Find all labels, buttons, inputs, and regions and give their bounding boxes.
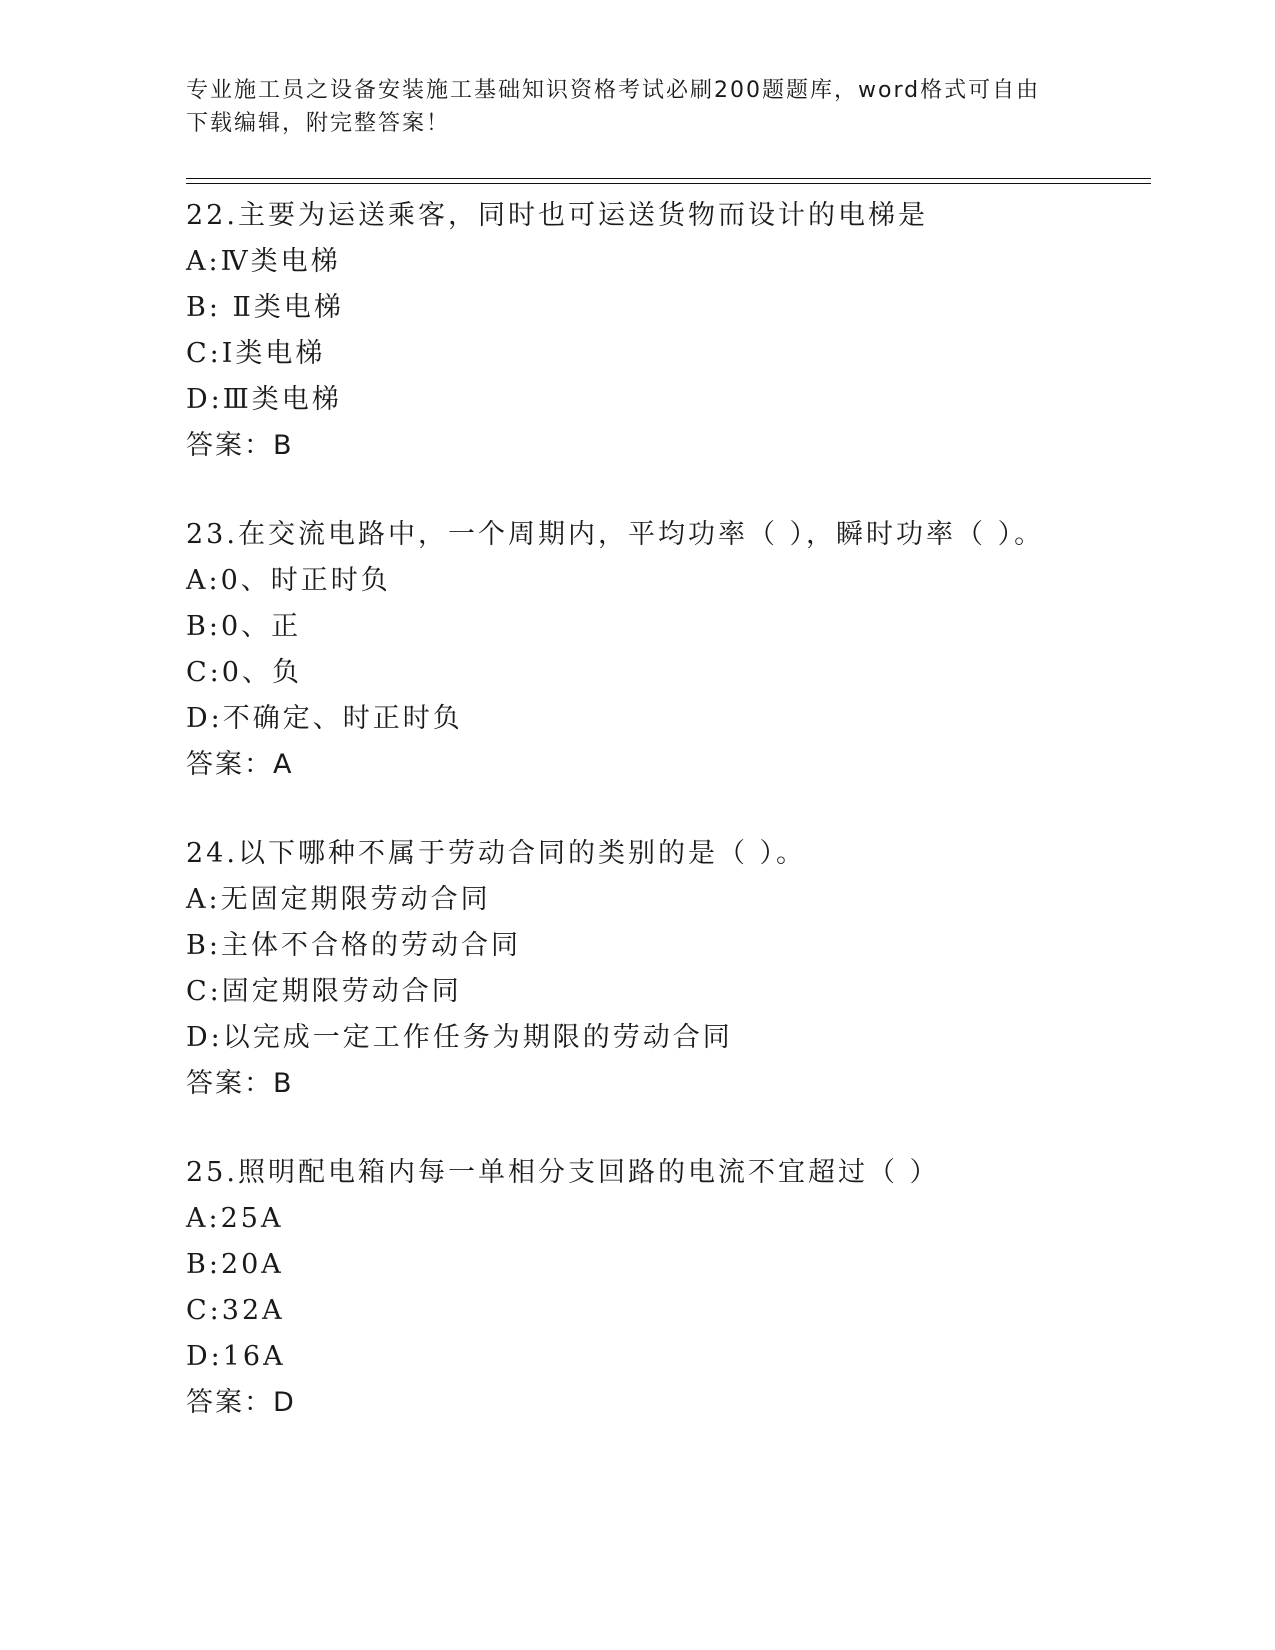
option-text: 25A xyxy=(220,1203,284,1234)
answer: 答案：B xyxy=(186,430,294,461)
option-key: A: xyxy=(186,1203,221,1234)
option-a xyxy=(186,239,1146,285)
answer: 答案：B xyxy=(186,1068,294,1099)
option-key: B: xyxy=(186,292,221,323)
option-key: A: xyxy=(186,884,221,915)
option-text: Ⅲ类电梯 xyxy=(222,384,342,415)
question-23 xyxy=(186,512,1146,788)
option-key: A: xyxy=(186,565,221,596)
option-key: B: xyxy=(186,611,221,642)
option-text: 20A xyxy=(220,1249,284,1280)
option-key: D: xyxy=(186,384,223,415)
option-text: 不确定、时正时负 xyxy=(222,703,463,734)
option-text: 主体不合格的劳动合同 xyxy=(220,930,521,961)
option-d xyxy=(186,1015,1146,1061)
option-c xyxy=(186,1288,1146,1334)
option-d xyxy=(186,696,1146,742)
option-key: C: xyxy=(186,976,222,1007)
option-text: 32A xyxy=(221,1295,285,1326)
option-c xyxy=(186,650,1146,696)
option-b xyxy=(186,1242,1146,1288)
question-stem: 25.照明配电箱内每一单相分支回路的电流不宜超过（ ） xyxy=(186,1157,940,1188)
option-text: 16A xyxy=(222,1341,286,1372)
header-divider-top xyxy=(186,178,1151,179)
option-a xyxy=(186,558,1146,604)
option-key: C: xyxy=(186,338,222,369)
option-a xyxy=(186,877,1146,923)
option-key: B: xyxy=(186,930,221,961)
answer: 答案：D xyxy=(186,1387,296,1418)
option-text: 0、时正时负 xyxy=(220,565,391,596)
option-d xyxy=(186,1334,1146,1380)
option-key: D: xyxy=(186,1341,223,1372)
answer: 答案：A xyxy=(186,749,294,780)
option-b xyxy=(186,923,1146,969)
header-divider-bottom xyxy=(186,183,1151,184)
option-text: Ⅰ类电梯 xyxy=(221,338,326,369)
header-title-line-2: 下载编辑，附完整答案！ xyxy=(186,111,451,136)
document-header xyxy=(186,74,1066,140)
option-key: C: xyxy=(186,657,222,688)
option-text: 固定期限劳动合同 xyxy=(221,976,462,1007)
question-25 xyxy=(186,1150,1146,1426)
option-key: D: xyxy=(186,1022,223,1053)
option-b xyxy=(186,604,1146,650)
option-text: 0、正 xyxy=(220,611,302,642)
option-a xyxy=(186,1196,1146,1242)
option-text: Ⅳ类电梯 xyxy=(220,246,341,277)
question-24 xyxy=(186,831,1146,1107)
question-stem: 24.以下哪种不属于劳动合同的类别的是（ ）。 xyxy=(186,838,807,869)
header-title-line-1: 专业施工员之设备安装施工基础知识资格考试必刷200题题库，word格式可自由 xyxy=(186,78,1041,103)
option-c xyxy=(186,331,1146,377)
option-b xyxy=(186,285,1146,331)
option-key: D: xyxy=(186,703,223,734)
question-stem: 23.在交流电路中，一个周期内，平均功率（ ），瞬时功率（ ）。 xyxy=(186,519,1045,550)
option-text: Ⅱ类电梯 xyxy=(220,292,344,323)
option-text: 0、负 xyxy=(221,657,302,688)
option-c xyxy=(186,969,1146,1015)
question-stem: 22.主要为运送乘客，同时也可运送货物而设计的电梯是 xyxy=(186,200,928,231)
option-key: C: xyxy=(186,1295,222,1326)
option-d xyxy=(186,377,1146,423)
option-key: B: xyxy=(186,1249,221,1280)
option-key: A: xyxy=(186,246,221,277)
option-text: 无固定期限劳动合同 xyxy=(220,884,491,915)
option-text: 以完成一定工作任务为期限的劳动合同 xyxy=(222,1022,733,1053)
question-list xyxy=(186,193,1146,1426)
question-22 xyxy=(186,193,1146,469)
